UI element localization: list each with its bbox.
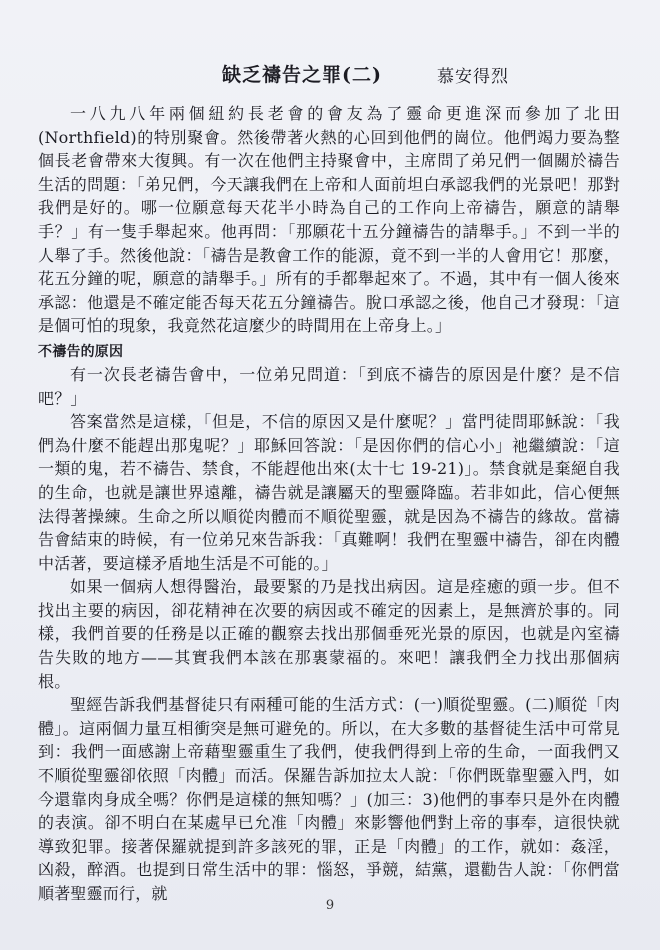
article-header (0, 60, 660, 90)
article-author: 慕安得烈 (437, 67, 509, 87)
section-heading: 不禱告的原因 (38, 343, 124, 360)
article-body (38, 102, 620, 906)
paragraph-answer: 答案當然是這樣，「但是，不信的原因又是什麼呢？」當門徒問耶穌說：「我們為什麼不能趕出那鬼呢？」耶穌回答說：「是因你們的信心小」祂繼續說：「這一類的鬼，若不禱告、禁食，不能趕他出來(太十七 19-21)」。禁食就是棄絕自我的生命，也就是讓世界遠離，禱告就是讓屬天的聖靈降臨。若非如此，信心便無法得著操練。生命之所以順從肉體而不順從聖靈，就是因為不禱告的緣故。當禱告會結束的時候，有一位弟兄來告訴我：「真難啊！我們在聖靈中禱告，卻在肉體中活著，要這樣矛盾地生活是不可能的。」 (38, 412, 620, 573)
paragraph-two-ways: 聖經告訴我們基督徒只有兩種可能的生活方式：(一)順從聖靈。(二)順從「肉體」。這兩個力量互相衝突是無可避免的。所以，在大多數的基督徒生活中可常見到：我們一面感謝上帝藉聖靈重生了我們，使我們得到上帝的生命，一面我們又不順從聖靈卻依照「肉體」而活。保羅告訴加拉太人說：「你們既靠聖靈入門，如今還靠肉身成全嗎？你們是這樣的無知嗎？」(加三：3)他們的事奉只是外在肉體的表演。卻不明白在某處早已允准「肉體」來影響他們對上帝的事奉，這很快就導致犯罪。接著保羅就提到許多該死的罪，正是「肉體」的工作，就如：姦淫，凶殺，醉酒。也提到日常生活中的罪：惱怒，爭競，結黨，還勸告人說：「你們當順著聖靈而行，就 (38, 695, 620, 903)
paragraph-intro: 一八九八年兩個紐約長老會的會友為了靈命更進深而參加了北田(Northfield)的特別聚會。然後帶著火熱的心回到他們的崗位。他們竭力要為整個長老會帶來大復興。有一次在他們主持聚會中，主席問了弟兄們一個關於禱告生活的問題：「弟兄們，今天讓我們在上帝和人面前坦白承認我們的光景吧！那對我們是好的。哪一位願意每天花半小時為自己的工作向上帝禱告，願意的請舉手？」有一隻手舉起來。他再問：「那願花十五分鐘禱告的請舉手。」不到一半的人舉了手。然後他說：「禱告是教會工作的能源，竟不到一半的人會用它！那麼，花五分鐘的呢，願意的請舉手。」所有的手都舉起來了。不過，其中有一個人後來承認：他還是不確定能否每天花五分鐘禱告。脫口承認之後，他自己才發現：「這是個可怕的現象，我竟然花這麼少的時間用在上帝身上。」 (38, 104, 620, 336)
paragraph-diagnosis: 如果一個病人想得醫治，最要緊的乃是找出病因。這是痊癒的頭一步。但不找出主要的病因，卻花精神在次要的病因或不確定的因素上，是無濟於事的。同樣，我們首要的任務是以正確的觀察去找出那個垂死光景的原因，也就是內室禱告失敗的地方——其實我們本該在那裏蒙福的。來吧！讓我們全力找出那個病根。 (38, 577, 620, 691)
paragraph-question: 有一次長老禱告會中，一位弟兄問道：「到底不禱告的原因是什麼？是不信吧？」 (38, 364, 620, 408)
page-number: 9 (325, 898, 335, 913)
article-title: 缺乏禱告之罪(二) (222, 64, 382, 86)
